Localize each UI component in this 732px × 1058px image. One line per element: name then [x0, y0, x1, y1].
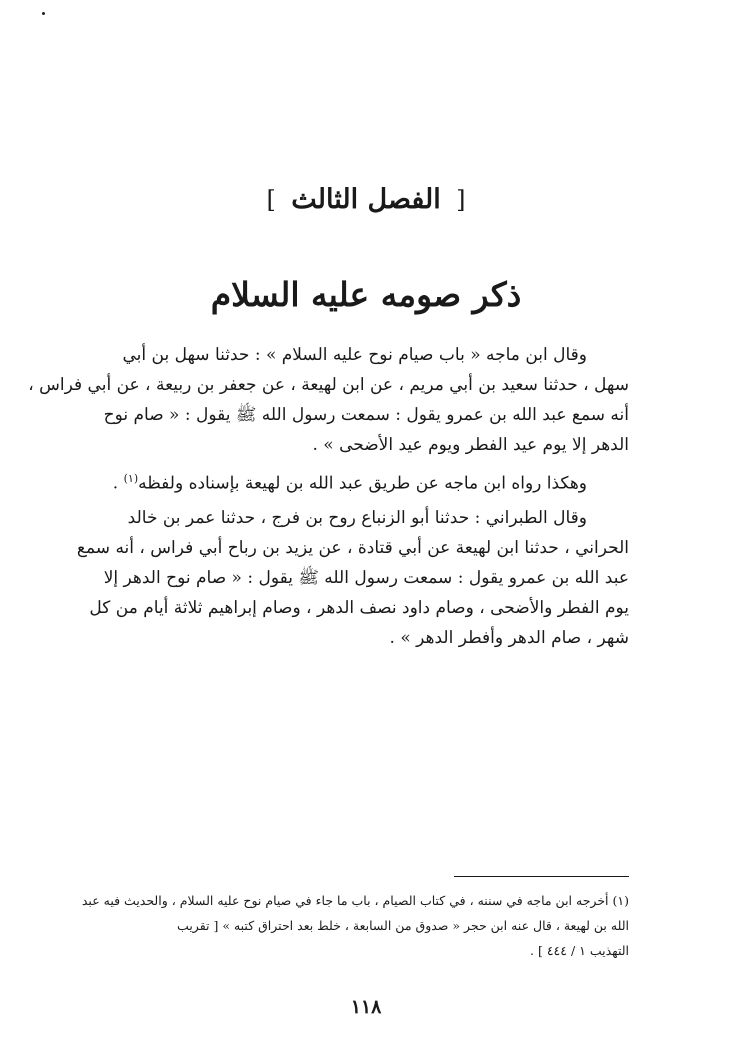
- text-line: شهر ، صام الدهر وأفطر الدهر » .: [389, 627, 629, 648]
- text-line: عبد الله بن عمرو يقول : سمعت رسول الله ﷺ يقول : « صام نوح الدهر إلا: [103, 567, 629, 588]
- footnote-line: الله بن لهيعة ، قال عنه ابن حجر « صدوق من السابعة ، خلط بعد احتراق كتبه » [ تقريب: [177, 918, 629, 933]
- heading-open-bracket: [: [456, 186, 466, 214]
- text-line: وقال ابن ماجه « باب صيام نوح عليه السلام » : حدثنا سهل بن أبي: [122, 345, 587, 365]
- text-line: وهكذا رواه ابن ماجه عن طريق عبد الله بن لهيعة بإسناده ولفظه: [138, 473, 587, 494]
- text-line-with-footnote: [102, 464, 629, 499]
- footnote-reference[interactable]: (١): [123, 472, 139, 485]
- text-line: أنه سمع عبد الله بن عمرو يقول : سمعت رسول الله ﷺ يقول : « صام نوح: [103, 405, 629, 425]
- footnote: [81, 888, 629, 963]
- footnote-divider: [454, 876, 629, 877]
- scan-speck: [42, 12, 45, 15]
- section-heading-text: الفصل الثالث: [291, 184, 441, 215]
- body-text: [28, 340, 629, 653]
- text-line: الحراني ، حدثنا ابن لهيعة عن أبي قتادة ، عن يزيد بن رباح أبي فراس ، أنه سمع: [76, 537, 629, 558]
- heading-close-bracket: ]: [266, 186, 276, 214]
- footnote-line: (١) أخرجه ابن ماجه في سننه ، في كتاب الصيام ، باب ما جاء في صيام نوح عليه السلام ، والحديث فيه عبد: [81, 893, 629, 908]
- text-line: وقال الطبراني : حدثنا أبو الزنباع روح بن فرج ، حدثنا عمر بن خالد: [127, 507, 587, 528]
- text-line: سهل ، حدثنا سعيد بن أبي مريم ، عن ابن لهيعة ، عن جعفر بن ربيعة ، عن أبي فراس ،: [28, 375, 629, 395]
- paragraph-2: [102, 464, 629, 499]
- paragraph-3: [76, 503, 629, 653]
- chapter-title: ذكر صومه عليه السلام: [210, 275, 522, 314]
- page-number: ١١٨: [350, 996, 382, 1018]
- section-heading: [0, 180, 732, 220]
- paragraph-1: [28, 340, 629, 460]
- text-line: الدهر إلا يوم عيد الفطر ويوم عيد الأضحى » .: [312, 435, 629, 455]
- text-line-tail: .: [112, 473, 124, 494]
- footnote-line: التهذيب ١ / ٤٤٤ ] .: [530, 943, 629, 958]
- text-line: يوم الفطر والأضحى ، وصام داود نصف الدهر ، وصام إبراهيم ثلاثة أيام من كل: [89, 597, 629, 618]
